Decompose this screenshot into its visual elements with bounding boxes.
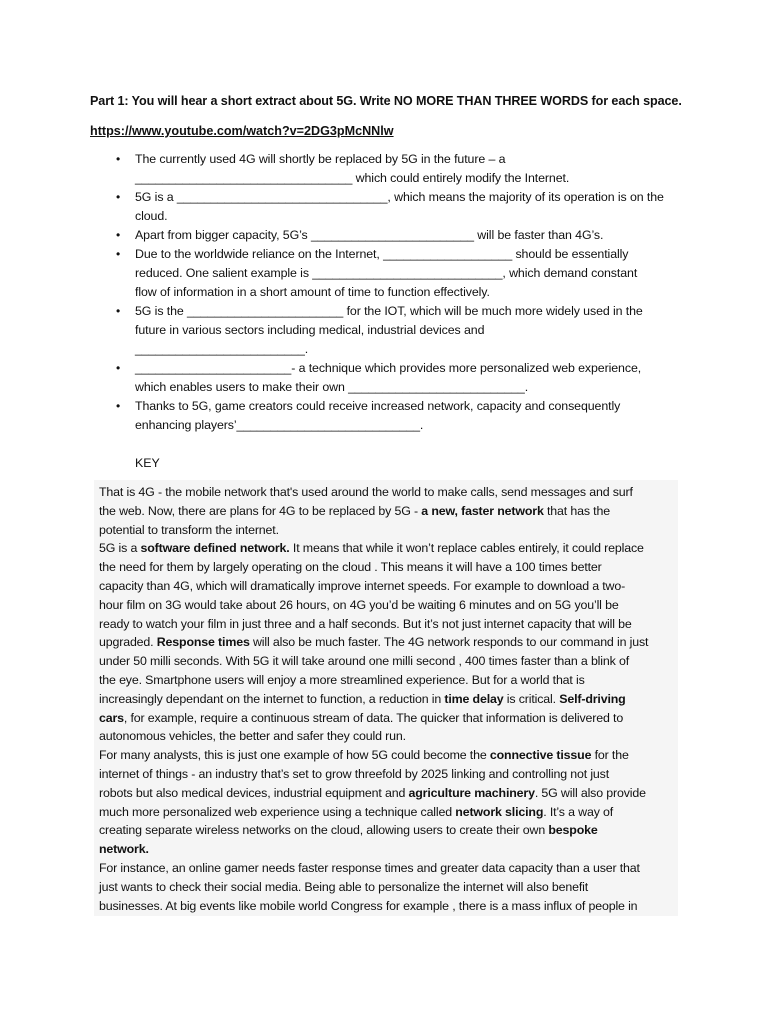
- key-text-segment: That is 4G - the mobile network that's used around the world to make calls, send messages and surf: [99, 485, 633, 499]
- key-line: [99, 633, 675, 652]
- key-text-segment: upgraded.: [99, 635, 157, 650]
- key-answer: Self-driving: [559, 691, 626, 706]
- key-text-segment: 5G is a: [99, 541, 141, 556]
- key-line: [99, 539, 675, 558]
- key-text-segment: potential to transform the internet.: [99, 522, 279, 537]
- key-transcript: [99, 483, 675, 915]
- key-answer: software defined network.: [140, 541, 290, 556]
- bullet-icon: •: [116, 247, 121, 261]
- key-text-segment: under 50 milli seconds. With 5G it will take around one milli second , 400 times faster than a blink of: [99, 654, 630, 669]
- key-text-segment: robots but also medical devices, industrial equipment and: [99, 785, 409, 800]
- key-text-segment: . It’s a way of: [543, 804, 614, 819]
- key-answer: network slicing: [455, 804, 544, 819]
- key-line: [99, 577, 675, 596]
- key-text-segment: . 5G will also provide: [534, 785, 646, 800]
- list-item: • Apart from bigger capacity, 5G’s ________________________ will be faster than 4G’s.: [94, 226, 680, 245]
- key-line: [99, 840, 675, 859]
- bullet-icon: •: [116, 152, 121, 166]
- key-text-segment: capacity than 4G, which will dramatically improve internet speeds. For example to download a two-: [99, 578, 626, 593]
- key-text-segment: It means that while it won’t replace cables entirely, it could replace: [289, 541, 644, 556]
- key-text-segment: For many analysts, this is just one example of how 5G could become the: [99, 748, 490, 763]
- key-line: [99, 803, 675, 822]
- key-answer: time delay: [444, 691, 504, 706]
- part-heading: Part 1: You will hear a short extract about 5G. Write NO MORE THAN THREE WORDS for each space.: [90, 94, 682, 108]
- key-text-segment: that has the: [543, 503, 610, 518]
- key-text-segment: will also be much faster. The 4G network responds to our command in just: [249, 635, 649, 650]
- youtube-link[interactable]: https://www.youtube.com/watch?v=2DG3pMcNNlw: [90, 124, 394, 138]
- key-text-segment: is critical.: [503, 691, 560, 706]
- list-item: • 5G is a _______________________________, which means the majority of its operation is on the cloud.: [116, 190, 664, 223]
- key-text-segment: internet of things - an industry that’s set to grow threefold by 2025 linking and controlling not just: [99, 766, 610, 781]
- key-line: [99, 558, 675, 577]
- key-answer: cars: [99, 710, 124, 725]
- key-label: KEY: [135, 456, 160, 470]
- key-answer: agriculture machinery: [408, 785, 535, 800]
- key-line: [99, 521, 675, 540]
- key-line: [99, 671, 675, 690]
- key-line: [99, 615, 675, 634]
- key-text-segment: the need for them by largely operating on the cloud . This means it will have a 100 times better: [99, 560, 602, 575]
- key-line: [99, 502, 675, 521]
- list-item: • 5G is the _______________________ for the IOT, which will be much more widely used in the future in various sectors including medical, industrial devices and _________________________.: [116, 304, 643, 356]
- bullet-icon: •: [116, 228, 121, 242]
- key-text-segment: businesses. At big events like mobile world Congress for example , there is a mass influx of people in: [99, 898, 638, 913]
- key-line: [99, 709, 675, 728]
- key-answer: Response times: [156, 635, 250, 650]
- key-answer: bespoke: [548, 823, 598, 838]
- bullet-icon: •: [116, 304, 121, 318]
- key-line: [99, 878, 675, 897]
- list-item: • The currently used 4G will shortly be replaced by 5G in the future – a ________________________________ which could entirely modify the Internet.: [116, 152, 570, 185]
- key-line: [99, 727, 675, 746]
- key-text-segment: much more personalized web experience using a technique called: [99, 804, 456, 819]
- list-item: • _______________________- a technique which provides more personalized web experience, which enables users to make their own __________________________.: [116, 361, 642, 394]
- key-line: [99, 765, 675, 784]
- bullet-icon: •: [116, 190, 121, 204]
- key-line: [99, 821, 675, 840]
- gap-fill-list: [94, 150, 680, 435]
- key-answer: network.: [99, 842, 149, 857]
- key-text-segment: autonomous vehicles, the better and safer they could run.: [99, 729, 406, 744]
- key-answer: connective tissue: [489, 748, 592, 763]
- key-line: [99, 897, 675, 916]
- key-text-segment: the web. Now, there are plans for 4G to be replaced by 5G -: [99, 503, 422, 518]
- bullet-icon: •: [116, 399, 121, 413]
- bullet-icon: •: [116, 361, 121, 375]
- key-line: [99, 746, 675, 765]
- key-line: [99, 859, 675, 878]
- list-item: • Thanks to 5G, game creators could receive increased network, capacity and consequently enhancing players’___________________________.: [116, 399, 621, 432]
- key-line: [99, 652, 675, 671]
- key-line: [99, 690, 675, 709]
- key-text-segment: just wants to check their social media. Being able to personalize the internet will also benefit: [99, 879, 589, 894]
- key-line: [99, 596, 675, 615]
- key-answer: a new, faster network: [421, 503, 544, 518]
- key-text-segment: the eye. Smartphone users will enjoy a more streamlined experience. But for a world that is: [99, 672, 585, 687]
- key-text-segment: For instance, an online gamer needs faster response times and greater data capacity than a user that: [99, 860, 640, 875]
- key-text-segment: hour film on 3G would take about 26 hours, on 4G you’d be waiting 6 minutes and on 5G you’ll be: [99, 597, 619, 612]
- list-item: • Due to the worldwide reliance on the Internet, ___________________ should be essentially reduced. One salient example is ____________________________, which demand constant flow of information in a short amount of time to function effectively.: [116, 247, 638, 299]
- key-text-segment: creating separate wireless networks on the cloud, allowing users to create their own: [99, 823, 549, 838]
- key-line: [99, 784, 675, 803]
- key-text-segment: ready to watch your film in just three and a half seconds. But it’s not just internet capacity that will be: [99, 616, 632, 631]
- key-line: [99, 483, 675, 502]
- key-text-segment: for the: [591, 748, 629, 763]
- key-text-segment: increasingly dependant on the internet to function, a reduction in: [99, 691, 445, 706]
- key-text-segment: , for example, require a continuous stream of data. The quicker that information is delivered to: [123, 710, 624, 725]
